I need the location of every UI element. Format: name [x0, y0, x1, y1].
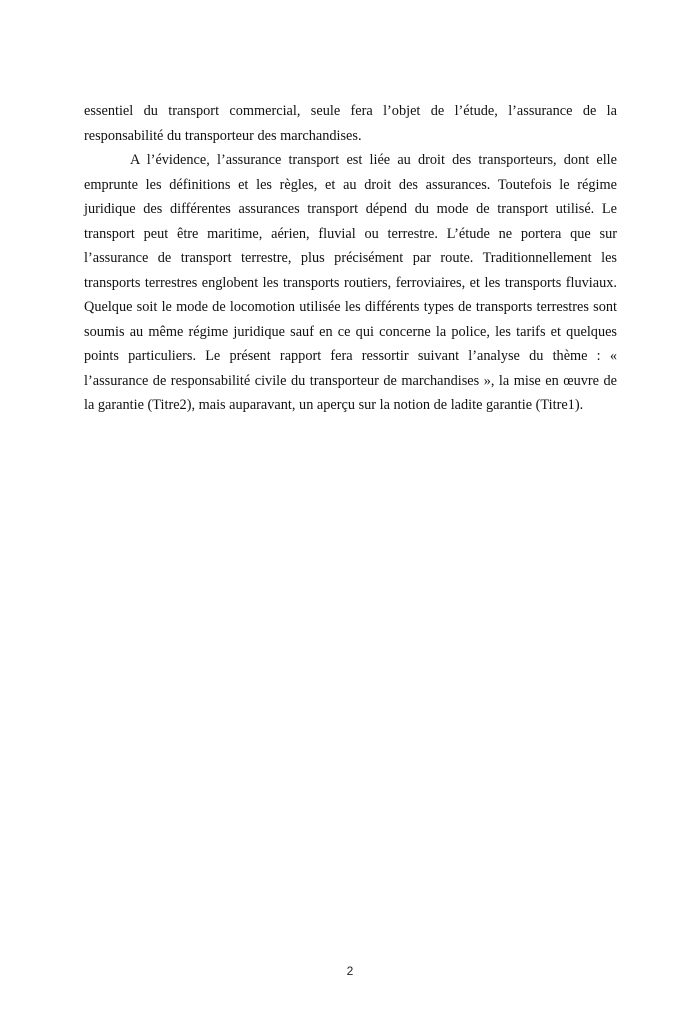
paragraph-continuation: essentiel du transport commercial, seule fera l’objet de l’étude, l’assurance de la responsabilité du transporteur des marchandises. — [84, 103, 617, 144]
paragraph-main: A l’évidence, l’assurance transport est liée au droit des transporteurs, dont elle emprunte les définitions et les règles, et au droit des assurances. Toutefois le régime juridique des différentes assurances transport dépend du mode de transport utilisé. Le transport peut être maritime, aérien, fluvial ou terrestre. L’étude ne portera que sur l’assurance de transport terrestre, plus précisément par route. Traditionnellement les transports terrestres englobent les transports routiers, ferroviaires, et les transports fluviaux. Quelque soit le mode de locomotion utilisée les différents types de transports terrestres sont soumis au même régime juridique sauf en ce qui concerne la police, les tarifs et quelques points particuliers. Le présent rapport fera ressortir suivant l’analyse du thème : « l’assurance de responsabilité civile du transporteur de marchandises », la mise en œuvre de la garantie (Titre2), mais auparavant, un aperçu sur la notion de ladite garantie (Titre1). — [84, 152, 617, 413]
body-text — [84, 99, 617, 418]
page-number: 2 — [346, 964, 354, 978]
